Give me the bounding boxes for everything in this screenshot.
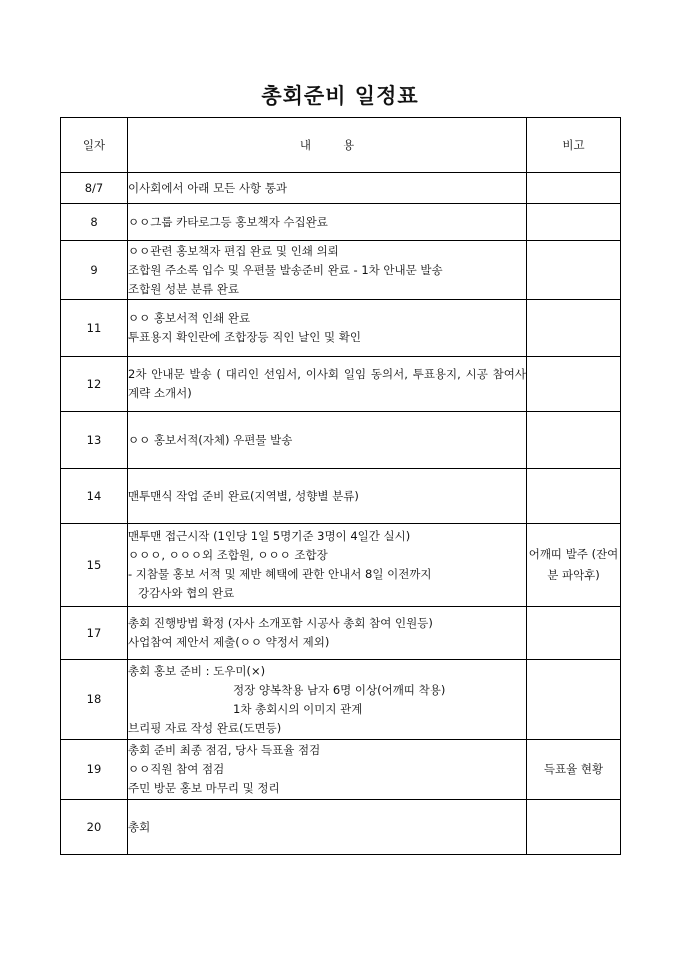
row-content [128, 469, 527, 524]
header-row [61, 118, 621, 173]
content-line: 이사회에서 아래 모든 사항 통과 [128, 180, 288, 195]
table-row [61, 357, 621, 412]
row-note: 어깨띠 발주 (잔여분 파악후) [527, 524, 621, 607]
content-line: 총회 [128, 819, 151, 834]
content-line: 조합원 성분 분류 완료 [128, 281, 239, 296]
row-content [128, 660, 527, 740]
row-content [128, 800, 527, 855]
table-row [61, 300, 621, 357]
row-date: 12 [61, 357, 128, 412]
content-line: ㅇㅇ 홍보서적(자체) 우편물 발송 [128, 432, 293, 447]
content-line: ㅇㅇ관련 홍보책자 편집 완료 및 인쇄 의뢰 [128, 243, 339, 258]
content-line: 총회 홍보 준비 : 도우미(×) [128, 663, 266, 678]
row-date: 18 [61, 660, 128, 740]
content-line: 투표용지 확인란에 조합장등 직인 날인 및 확인 [128, 330, 362, 344]
table-row [61, 469, 621, 524]
row-content [128, 607, 527, 660]
row-date: 9 [61, 241, 128, 300]
content-line: 사업참여 제안서 제출(ㅇㅇ 약정서 제외) [128, 635, 330, 649]
content-line: 강감사와 협의 완료 [138, 586, 235, 600]
table-row [61, 204, 621, 241]
row-content [128, 357, 527, 412]
row-date: 14 [61, 469, 128, 524]
table-row [61, 524, 621, 607]
row-content [128, 241, 527, 300]
content-line: 총회 준비 최종 점검, 당사 득표율 점검 [128, 743, 321, 757]
row-note [527, 607, 621, 660]
row-note [527, 800, 621, 855]
content-line: 조합원 주소록 입수 및 우편물 발송준비 완료 - 1차 안내문 발송 [128, 262, 443, 277]
table-row [61, 607, 621, 660]
content-line: ㅇㅇ그룹 카타로그등 홍보책자 수집완료 [128, 214, 328, 229]
content-line: ㅇㅇㅇ, ㅇㅇㅇ외 조합원, ㅇㅇㅇ 조합장 [128, 548, 328, 562]
content-line: 총회 진행방법 확정 (자사 소개포함 시공사 총회 참여 인원등) [128, 616, 433, 630]
schedule-table [60, 117, 621, 855]
table-row [61, 241, 621, 300]
row-note [527, 204, 621, 241]
row-content [128, 524, 527, 607]
content-line: 맨투맨식 작업 준비 완료(지역별, 성향별 분류) [128, 488, 359, 503]
table-row [61, 412, 621, 469]
row-content [128, 204, 527, 241]
content-line: 주민 방문 홍보 마무리 및 정리 [128, 781, 280, 795]
table-row [61, 740, 621, 800]
page-title: 총회준비 일정표 [261, 83, 419, 108]
header-note: 비고 [527, 118, 621, 173]
header-date: 일자 [61, 118, 128, 173]
row-content [128, 173, 527, 204]
row-date: 17 [61, 607, 128, 660]
header-content [128, 118, 527, 173]
row-content [128, 412, 527, 469]
row-date: 19 [61, 740, 128, 800]
row-content [128, 300, 527, 357]
row-date: 8 [61, 204, 128, 241]
row-date: 20 [61, 800, 128, 855]
table-row [61, 660, 621, 740]
content-line: 정장 양복착용 남자 6명 이상(어깨띠 착용) [233, 682, 446, 697]
table-row [61, 173, 621, 204]
row-date: 15 [61, 524, 128, 607]
row-date: 11 [61, 300, 128, 357]
row-note [527, 300, 621, 357]
row-content [128, 740, 527, 800]
row-note [527, 173, 621, 204]
row-date: 8/7 [61, 173, 128, 204]
row-note [527, 660, 621, 740]
content-line: ㅇㅇ직원 참여 점검 [128, 762, 225, 776]
row-note [527, 241, 621, 300]
table-row [61, 800, 621, 855]
content-line: ㅇㅇ 홍보서적 인쇄 완료 [128, 311, 251, 325]
row-note [527, 357, 621, 412]
content-line: 브리핑 자료 작성 완료(도면등) [128, 720, 282, 735]
header-content-label: 내용 [299, 137, 387, 152]
content-line: 2차 안내문 발송 ( 대리인 선임서, 이사회 일임 동의서, 투표용지, 시공 참여사 계략 소개서) [128, 367, 526, 400]
row-note [527, 412, 621, 469]
content-line: - 지참물 홍보 서적 및 제반 혜택에 관한 안내서 8일 이전까지 [128, 567, 432, 581]
row-note [527, 469, 621, 524]
content-line: 1차 총회시의 이미지 관계 [233, 701, 363, 716]
row-note: 득표율 현황 [527, 740, 621, 800]
row-date: 13 [61, 412, 128, 469]
content-line: 맨투맨 접근시작 (1인당 1일 5명기준 3명이 4일간 실시) [128, 529, 411, 543]
